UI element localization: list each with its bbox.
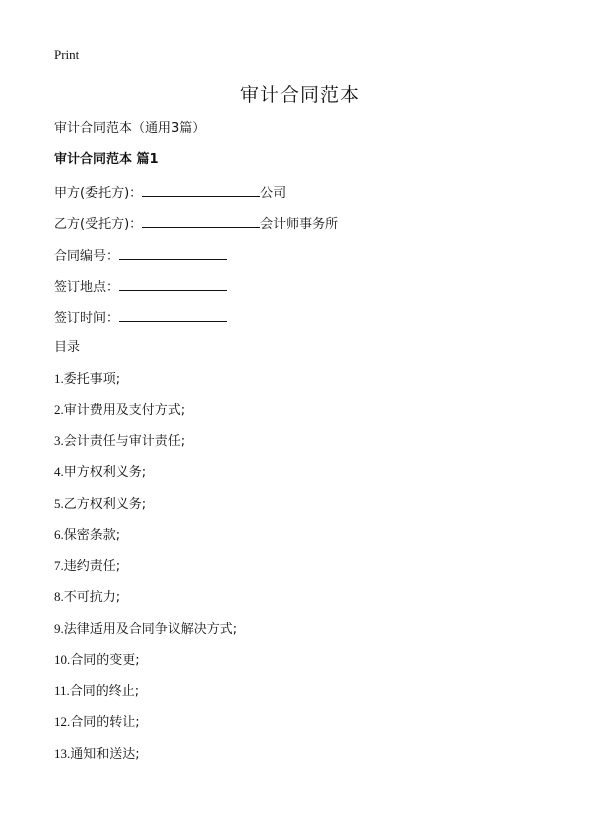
toc-item	[54, 588, 120, 607]
toc-item-number: 11.	[54, 683, 70, 698]
toc-item-number: 5.	[54, 496, 64, 511]
toc-item-number: 7.	[54, 558, 64, 573]
toc-item-number: 10.	[54, 652, 71, 667]
toc-item-text: 合同的终止;	[69, 684, 140, 699]
toc-item-text: 违约责任;	[63, 559, 121, 574]
sign-place-blank	[119, 276, 227, 291]
toc-item-text: 乙方权利义务;	[63, 497, 147, 512]
toc-item	[54, 745, 140, 764]
toc-item-text: 委托事项;	[63, 372, 121, 387]
toc-item-number: 12.	[54, 714, 71, 729]
toc-item-number: 8.	[54, 589, 64, 604]
sign-time-blank	[119, 307, 227, 322]
toc-item	[54, 557, 120, 576]
party-b-suffix: 会计师事务所	[260, 217, 339, 232]
party-b-label: 乙方(受托方)：	[54, 217, 143, 232]
toc-item	[54, 370, 120, 389]
toc-item-text: 会计责任与审计责任;	[63, 434, 186, 449]
toc-item-text: 不可抗力;	[63, 590, 121, 605]
contract-no-label: 合同编号：	[54, 249, 120, 264]
toc-item-text: 通知和送达;	[70, 747, 140, 762]
toc-item-number: 6.	[54, 527, 64, 542]
toc-item	[54, 463, 146, 482]
party-b-line	[54, 213, 338, 234]
sign-time-line	[54, 307, 227, 328]
toc-item-number: 9.	[54, 621, 64, 636]
document-subtitle: 审计合同范本（通用3篇）	[54, 121, 206, 136]
party-a-label: 甲方(委托方)：	[54, 186, 143, 201]
toc-item	[54, 526, 120, 545]
toc-item	[54, 713, 140, 732]
contract-no-blank	[119, 245, 227, 260]
party-a-suffix: 公司	[260, 186, 287, 201]
toc-item-text: 法律适用及合同争议解决方式;	[63, 622, 238, 637]
toc-item	[54, 682, 139, 701]
toc-item	[54, 401, 185, 420]
toc-heading: 目录	[54, 340, 81, 355]
toc-item-text: 审计费用及支付方式;	[63, 403, 186, 418]
party-a-line	[54, 182, 286, 203]
toc-item	[54, 651, 140, 670]
page-title: 审计合同范本	[239, 84, 360, 106]
toc-item-number: 3.	[54, 433, 64, 448]
toc-item-number: 1.	[54, 371, 64, 386]
sign-place-line	[54, 276, 227, 297]
section-heading: 审计合同范本 篇1	[54, 152, 159, 167]
party-a-blank	[142, 182, 260, 197]
toc-item	[54, 495, 146, 514]
contract-no-line	[54, 245, 227, 266]
sign-time-label: 签订时间：	[54, 311, 120, 326]
print-link[interactable]: Print	[54, 47, 80, 62]
toc-item-text: 合同的变更;	[70, 653, 140, 668]
toc-item-number: 4.	[54, 464, 64, 479]
toc-item-text: 甲方权利义务;	[63, 465, 147, 480]
sign-place-label: 签订地点：	[54, 280, 120, 295]
toc-item-text: 保密条款;	[63, 528, 121, 543]
toc-item-number: 13.	[54, 746, 71, 761]
toc-item	[54, 620, 237, 639]
party-b-blank	[142, 213, 260, 228]
toc-item	[54, 432, 185, 451]
toc-item-number: 2.	[54, 402, 64, 417]
toc-item-text: 合同的转让;	[70, 715, 140, 730]
